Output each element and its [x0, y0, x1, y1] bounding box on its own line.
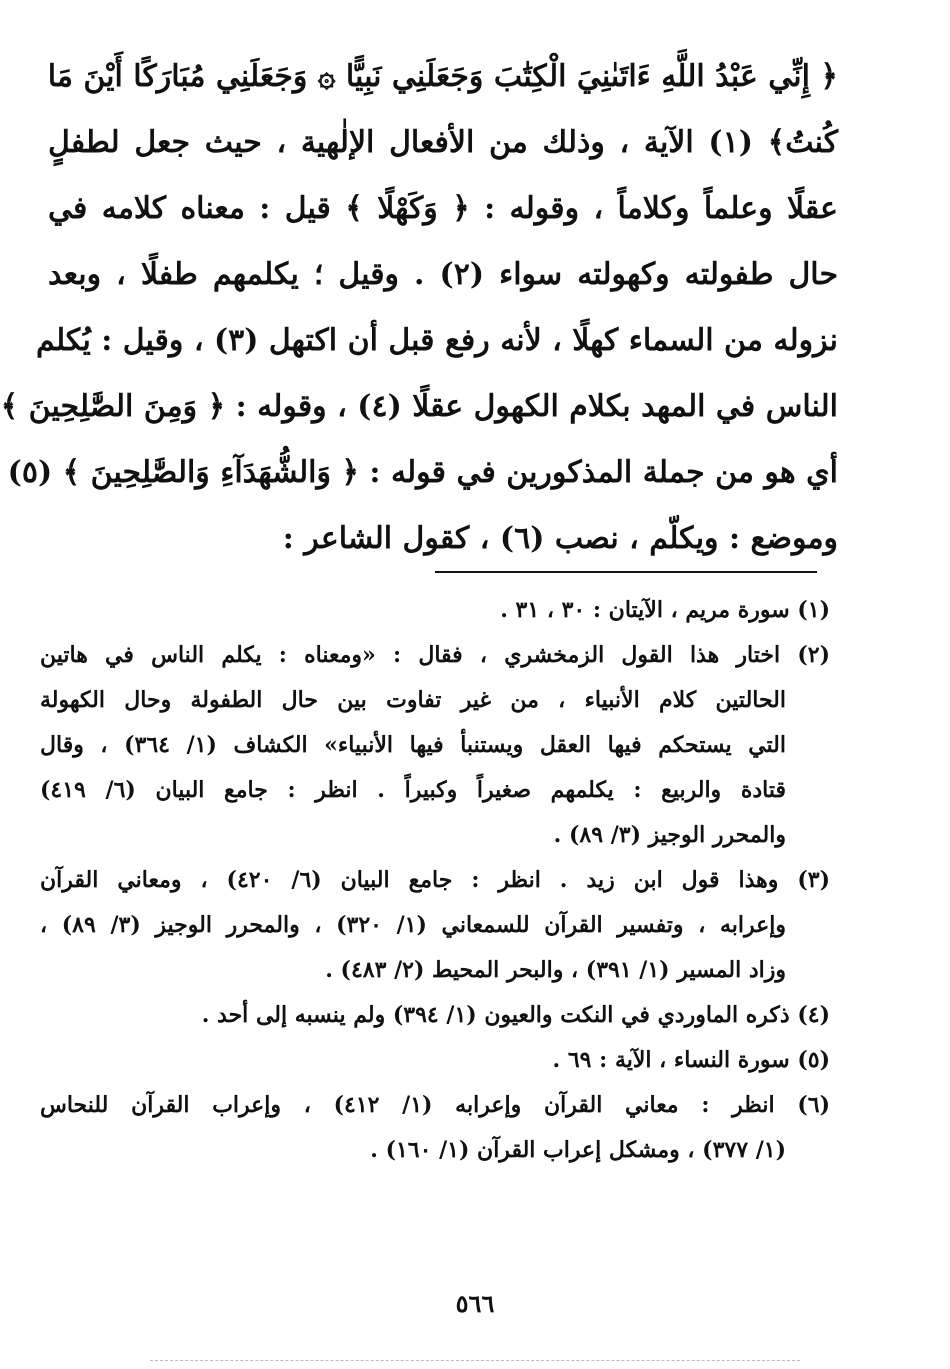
footnote-line: (٥) سورة النساء ، الآية : ٦٩ . — [552, 1047, 830, 1073]
main-text — [0, 44, 838, 572]
footnote-line: وزاد المسير (١/ ٣٩١) ، والبحر المحيط (٢/ ٤٨٣) . — [325, 957, 786, 983]
footnote-line: (١) سورة مريم ، الآيتان : ٣٠ ، ٣١ . — [500, 597, 830, 623]
scan-edge-mark — [150, 1360, 800, 1361]
footnote — [40, 858, 830, 993]
footnotes-list — [40, 588, 830, 1173]
body-line: عقلًا وعلماً وكلاماً ، وقوله : ﴿ وَكَهْلًا ﴾ قيل : معناه كلامه في — [48, 191, 838, 226]
body-line: الناس في المهد بكلام الكهول عقلًا (٤) ، وقوله : ﴿ وَمِنَ الصَّٰلِحِينَ ﴾ — [0, 389, 838, 424]
footnote-line: (٤) ذكره الماوردي في النكت والعيون (١/ ٣٩٤) ولم ينسبه إلى أحد . — [201, 1002, 830, 1028]
footnote-line: والمحرر الوجيز (٣/ ٨٩) . — [553, 822, 786, 848]
body-line: ﴿ إِنِّي عَبْدُ اللَّهِ ءَاتَىٰنِيَ الْكِتَٰبَ وَجَعَلَنِي نَبِيًّا ۞ وَجَعَلَنِي مُبَارَكًا أَيْنَ مَا — [47, 59, 838, 94]
body-line: كُنتُ﴾ (١) الآية ، وذلك من الأفعال الإلٰهية ، حيث جعل لطفلٍ — [48, 125, 838, 160]
body-line: نزوله من السماء كهلًا ، لأنه رفع قبل أن اكتهل (٣) ، وقيل : يُكلم — [36, 323, 838, 358]
footnote — [40, 633, 830, 858]
footnote — [40, 588, 830, 633]
footnote-line: (٦) انظر : معاني القرآن وإعرابه (١/ ٤١٢) ، وإعراب القرآن للنحاس — [40, 1092, 830, 1118]
footnote-line: (٣) وهذا قول ابن زيد . انظر : جامع البيان (٦/ ٤٢٠) ، ومعاني القرآن — [40, 867, 831, 893]
footnote-line: قتادة والربيع : يكلمهم صغيراً وكبيراً . انظر : جامع البيان (٦/ ٤١٩) — [40, 777, 787, 803]
footnote-line: (٢) اختار هذا القول الزمخشري ، فقال : «ومعناه : يكلم الناس في هاتين — [40, 642, 831, 668]
footnote — [40, 1038, 830, 1083]
footnote-line: وإعرابه ، وتفسير القرآن للسمعاني (١/ ٣٢٠) ، والمحرر الوجيز (٣/ ٨٩) ، — [40, 912, 786, 938]
footnote — [40, 1083, 830, 1173]
footnote-line: التي يستحكم فيها العقل ويستنبأ فيها الأنبياء» الكشاف (١/ ٣٦٤) ، وقال — [40, 732, 786, 758]
body-line: أي هو من جملة المذكورين في قوله : ﴿ وَالشُّهَدَآءِ وَالصَّٰلِحِينَ ﴾ (٥) — [7, 455, 838, 490]
footnote-line: الحالتين كلام الأنبياء ، من غير تفاوت بين حال الطفولة وحال الكهولة — [40, 687, 786, 713]
body-line: حال طفولته وكهولته سواء (٢) . وقيل ؛ يكلمهم طفلًا ، وبعد — [48, 257, 838, 292]
page-number: ٥٦٦ — [455, 1289, 495, 1318]
footnote-separator — [435, 571, 817, 573]
footnote — [40, 993, 830, 1038]
body-line: وموضع : ويكلّم ، نصب (٦) ، كقول الشاعر : — [282, 521, 838, 556]
footnote-line: (١/ ٣٧٧) ، ومشكل إعراب القرآن (١/ ١٦٠) . — [370, 1137, 786, 1163]
